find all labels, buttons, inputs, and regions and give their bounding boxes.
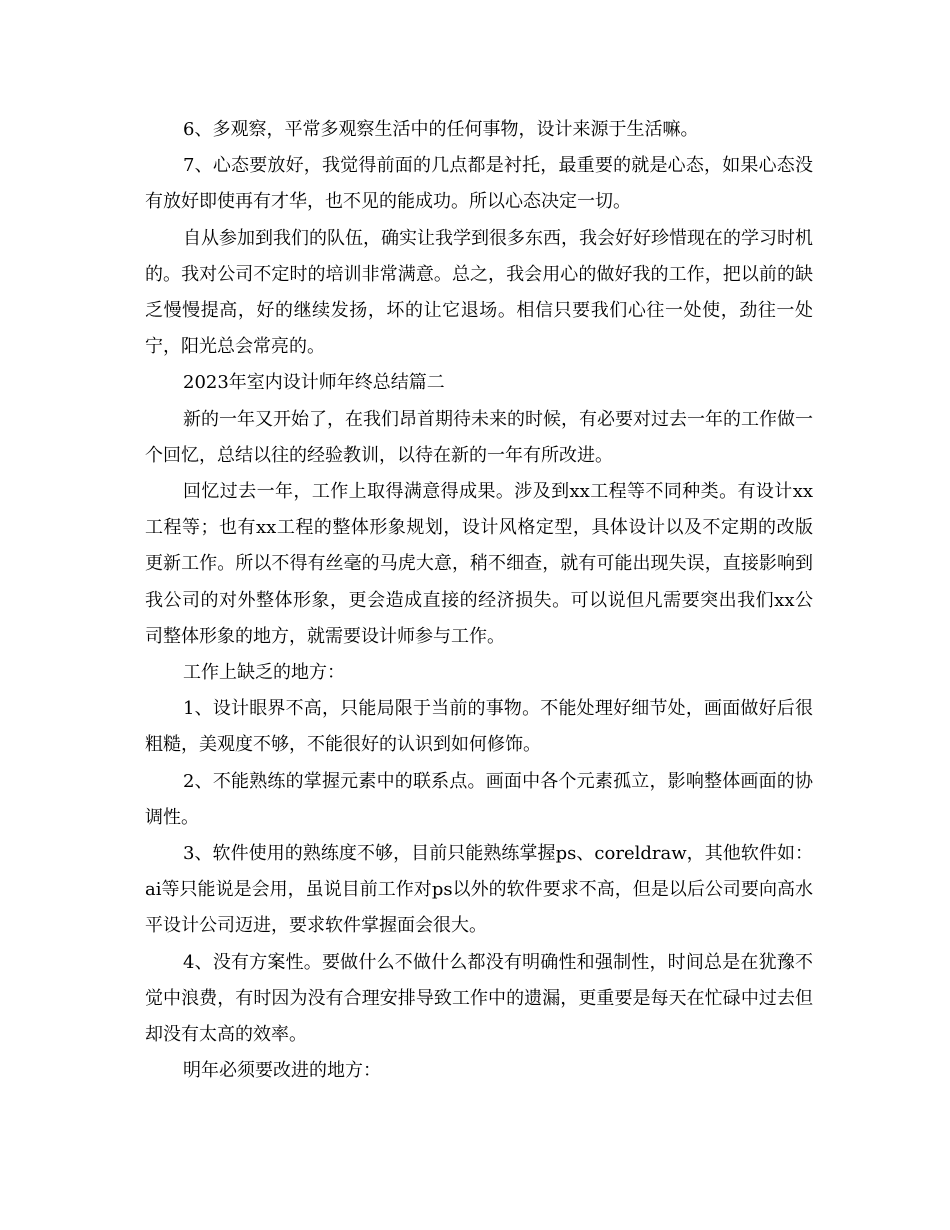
paragraph-observe: 6、多观察，平常多观察生活中的任何事物，设计来源于生活嘛。	[183, 119, 699, 140]
paragraph-shortcoming-1: 1、设计眼界不高，只能局限于当前的事物。不能处理好细节处，画面做好后很粗糙，美观度不够，不能很好的认识到如何修饰。	[145, 698, 813, 756]
paragraph-new-year: 新的一年又开始了，在我们昂首期待未来的时候，有必要对过去一年的工作做一个回忆，总结以往的经验教训，以待在新的一年有所改进。	[145, 408, 813, 466]
paragraph-shortcoming-4: 4、没有方案性。要做什么不做什么都没有明确性和强制性，时间总是在犹豫不觉中浪费，有时因为没有合理安排导致工作中的遗漏，更重要是每天在忙碌中过去但却没有太高的效率。	[145, 951, 813, 1046]
paragraph-review: 回忆过去一年，工作上取得满意得成果。涉及到xx工程等不同种类。有设计xx工程等；也有xx工程的整体形象规划，设计风格定型，具体设计以及不定期的改版更新工作。所以不得有丝毫的马虎大意，稍不细查，就有可能出现失误，直接影响到我公司的对外整体形象，更会造成直接的经济损失。可以说但凡需要突出我们xx公司整体形象的地方，就需要设计师参与工作。	[145, 481, 813, 647]
paragraph-shortcomings-heading: 工作上缺乏的地方：	[183, 662, 345, 684]
document-body	[145, 112, 813, 1089]
paragraph-team-learning: 自从参加到我们的队伍，确实让我学到很多东西，我会好好珍惜现在的学习时机的。我对公司不定时的培训非常满意。总之，我会用心的做好我的工作，把以前的缺乏慢慢提高，好的继续发扬，坏的让它退场。相信只要我们心往一处使，劲往一处宁，阳光总会常亮的。	[145, 227, 813, 358]
paragraph-shortcoming-3: 3、软件使用的熟练度不够，目前只能熟练掌握ps、coreldraw，其他软件如：ai等只能说是会用，虽说目前工作对ps以外的软件要求不高，但是以后公司要向高水平设计公司迈进，要求软件掌握面会很大。	[145, 843, 813, 937]
paragraph-improvements-heading: 明年必须要改进的地方：	[183, 1060, 381, 1082]
paragraph-mindset: 7、心态要放好，我觉得前面的几点都是衬托，最重要的就是心态，如果心态没有放好即使再有才华，也不见的能成功。所以心态决定一切。	[145, 155, 813, 213]
paragraph-shortcoming-2: 2、不能熟练的掌握元素中的联系点。画面中各个元素孤立，影响整体画面的协调性。	[145, 770, 813, 828]
section-heading: 2023年室内设计师年终总结篇二	[183, 372, 445, 394]
